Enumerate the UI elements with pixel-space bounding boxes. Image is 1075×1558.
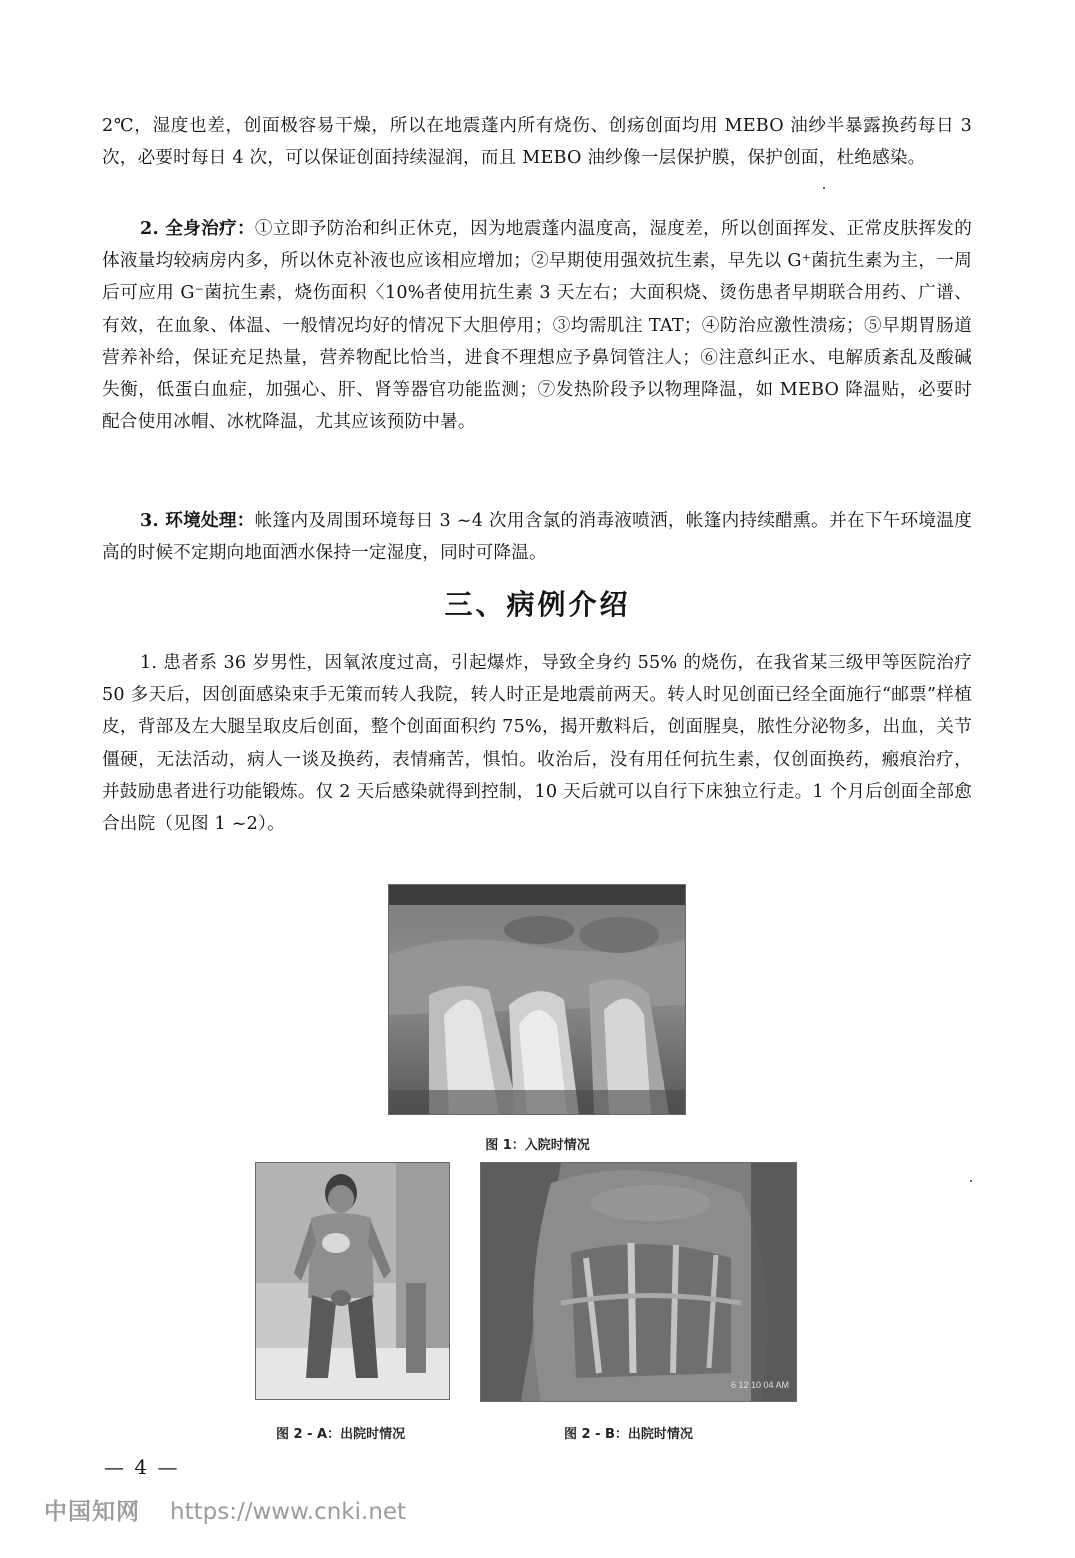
watermark-url: https://www.cnki.net [170,1499,407,1525]
figure-2b-caption: 图 2 - B：出院时情况 [564,1427,693,1442]
figure-1-caption: 图 1：入院时情况 [485,1138,590,1153]
paragraph-body: ①立即予防治和纠正休克，因为地震蓬内温度高，湿度差，所以创面挥发、正常皮肤挥发的体液量均较病房内多，所以休克补液也应该相应增加；②早期使用强效抗生素，早先以 G⁺菌抗生素为主，一周后可应用 G⁻菌抗生素，烧伤面积〈10%者使用抗生素 3 天左右；大面积烧、烫伤患者早期联合用药、广谱、有效，在血象、体温、一般情况均好的情况下大胆停用；③均需肌注 TAT；④防治应激性溃疡；⑤早期胃肠道营养补给，保证充足热量，营养物配比恰当，进食不理想应予鼻饲管注人；⑥注意纠正水、电解质紊乱及酸碱失衡，低蛋白血症，加强心、肝、肾等器官功能监测；⑦发热阶段予以物理降温，如 MEBO 降温贴，必要时配合使用冰帽、冰枕降温，尤其应该预防中暑。 [102,219,972,433]
paragraph-case-1: 1. 患者系 36 岁男性，因氧浓度过高，引起爆炸，导致全身约 55% 的烧伤，在我省某三级甲等医院治疗 50 多天后，因创面感染束手无策而转人我院，转人时正是地震前两天。转人时见创面已经全面施行“邮票”样植皮，背部及左大腿呈取皮后创面，整个创面面积约 75%，揭开敷料后，创面腥臭，脓性分泌物多，出血，关节僵硬，无法活动，病人一谈及换药，表情痛苦，惧怕。收治后，没有用任何抗生素，仅创面换药，瘢痕治疗，并鼓励患者进行功能锻炼。仅 2 天后感染就得到控制，10 天后就可以自行下床独立行走。1 个月后创面全部愈合出院（见图 1 ~2）。 [102,653,972,835]
page-number: — 4 — [104,1455,180,1479]
figure-2b-photo [480,1162,797,1402]
cnki-watermark [44,1493,406,1526]
paragraph-body: 帐篷内及周围环境每日 3 ~4 次用含氯的消毒液喷洒，帐篷内持续醋熏。并在下午环境温度高的时候不定期向地面洒水保持一定湿度，同时可降温。 [102,511,972,564]
paragraph-heading: 2. 全身治疗： [140,218,255,239]
section-title: 三、病例介绍 [444,588,631,621]
figure-2a-photo [255,1162,450,1400]
paragraph-heading: 3. 环境处理： [140,510,255,531]
speck-mark [970,1180,972,1182]
watermark-brand: 中国知网 [44,1499,140,1525]
paragraph-environment [102,505,972,569]
figure-2a-caption: 图 2 - A：出院时情况 [276,1427,406,1442]
paragraph-systemic-treatment [102,213,972,438]
speck-mark [823,187,825,189]
figure-1-photo [388,884,686,1115]
photo-timestamp: 6 12 10 04 AM [731,1380,790,1390]
paragraph-mebo-dressing: 2℃，湿度也差，创面极容易干燥，所以在地震蓬内所有烧伤、创疡创面均用 MEBO 油纱半暴露换药每日 3 次，必要时每日 4 次，可以保证创面持续湿润，而且 MEBO 油纱像一层保护膜，保护创面，杜绝感染。 [102,116,972,169]
